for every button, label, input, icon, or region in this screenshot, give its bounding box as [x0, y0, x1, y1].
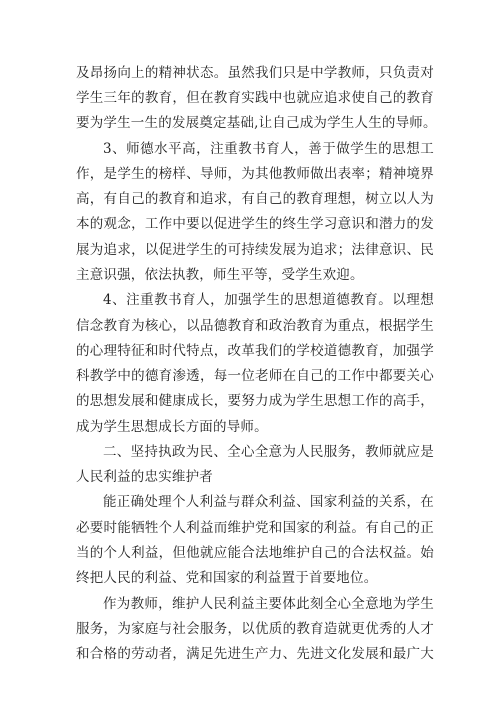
- text-line: 服务，为家庭与社会服务，以优质的教育造就更优秀的人才: [76, 621, 434, 637]
- text-line: 主意识强，依法执教，师生平等，受学生欢迎。: [76, 267, 364, 283]
- text-line: 成为学生思想成长方面的导师。: [76, 419, 268, 435]
- text-line: 当的个人利益，但他就应能合法地维护自己的合法权益。始: [76, 545, 434, 561]
- text-line: 高，有自己的教育和追求，有自己的教育理想，树立以人为: [76, 191, 434, 207]
- text-line: 信念教育为核心，以品德教育和政治教育为重点，根据学生: [76, 318, 434, 334]
- text-line: 及昂扬向上的精神状态。虽然我们只是中学教师，只负责对: [76, 65, 434, 81]
- section-heading-line: 二、坚持执政为民、全心全意为人民服务，教师就应是: [103, 444, 434, 460]
- text-line: 本的观念，工作中要以促进学生的终生学习意识和潜力的发: [76, 216, 434, 232]
- text-line: 3、师德水平高，注重教书育人，善于做学生的思想工: [103, 141, 434, 157]
- text-line: 能正确处理个人利益与群众利益、国家利益的关系，在: [103, 494, 434, 510]
- text-line: 学生三年的教育，但在教育实践中也就应追求使自己的教育: [76, 90, 434, 106]
- text-line: 要为学生一生的发展奠定基础,让自己成为学生人生的导师。: [76, 115, 437, 131]
- section-heading-line: 人民利益的忠实维护者: [76, 469, 213, 485]
- text-line: 科教学中的德育渗透，每一位老师在自己的工作中都要关心: [76, 368, 434, 384]
- text-line: 的思想发展和健康成长，要努力成为学生思想工作的高手，: [76, 393, 434, 409]
- text-line: 作，是学生的榜样、导师，为其他教师做出表率；精神境界: [76, 166, 434, 182]
- text-line: 的心理特征和时代特点，改革我们的学校道德教育，加强学: [76, 343, 434, 359]
- text-line: 必要时能牺牲个人利益而维护党和国家的利益。有自己的正: [76, 520, 434, 536]
- text-line: 终把人民的利益、党和国家的利益置于首要地位。: [76, 570, 378, 586]
- text-line: 展为追求，以促进学生的可持续发展为追求；法律意识、民: [76, 242, 434, 258]
- text-line: 和合格的劳动者，满足先进生产力、先进文化发展和最广大: [76, 646, 434, 662]
- text-line: 4、注重教书育人，加强学生的思想道德教育。以理想: [103, 292, 434, 308]
- text-line: 作为教师，维护人民利益主要体此刻全心全意地为学生: [103, 596, 434, 612]
